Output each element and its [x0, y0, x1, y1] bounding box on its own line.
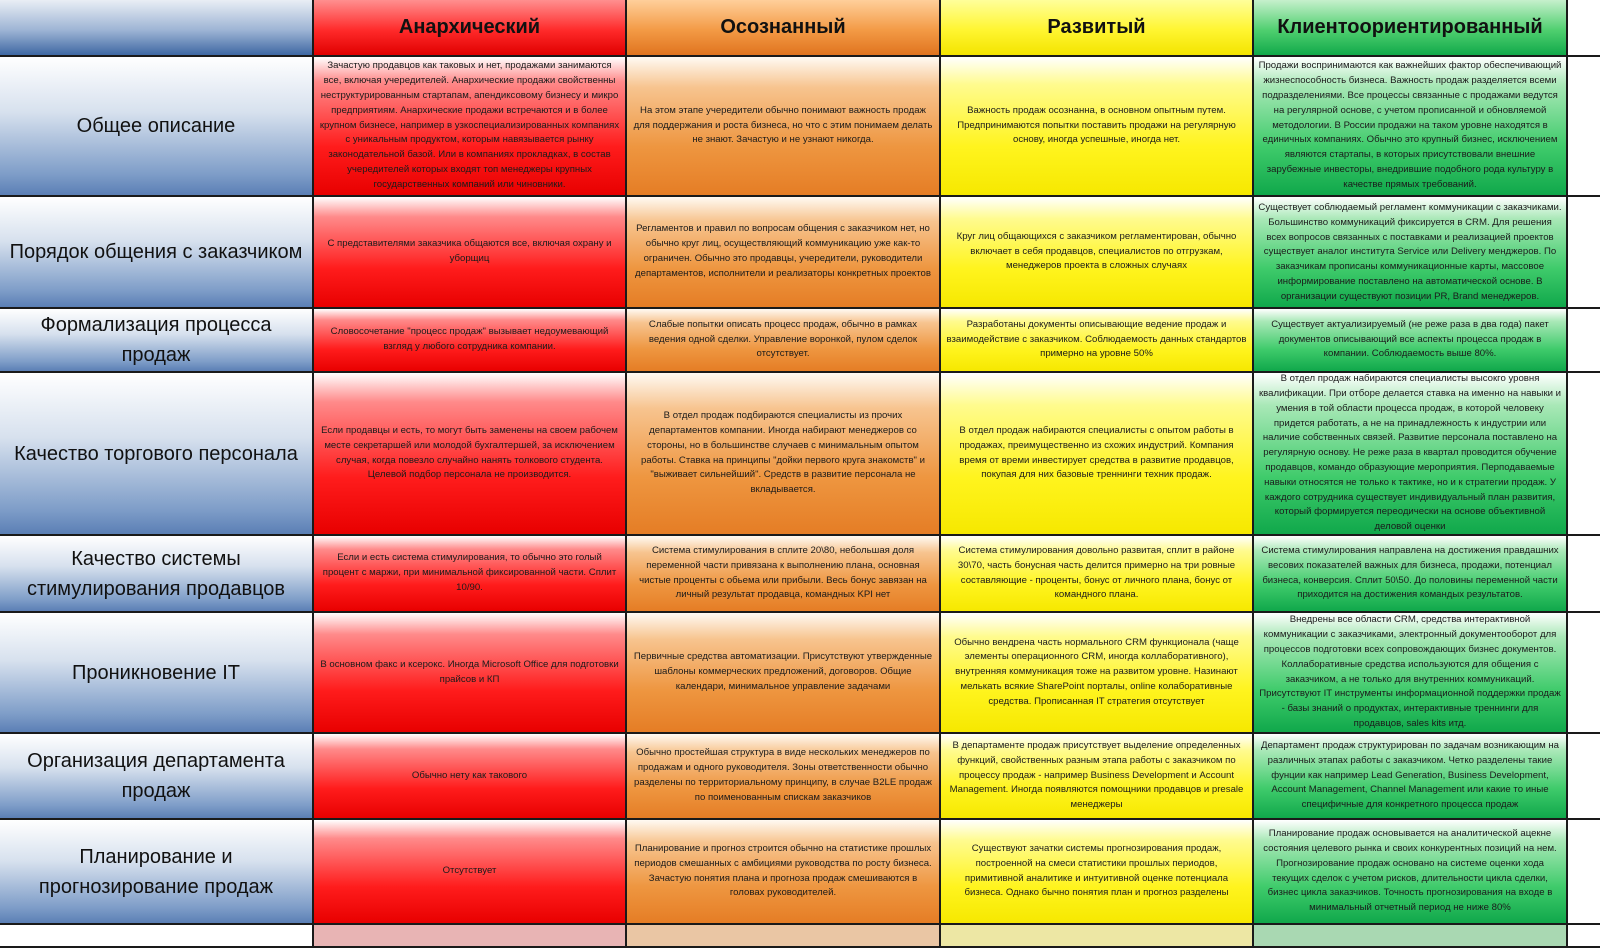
- cell-conscious: Регламентов и правил по вопросам общения с заказчиком нет, но обычно круг лиц, осуществляющий коммуникацию уже как-то ограничен. Обычно это продавцы, учередители, руководители департаментов, исполнители и реализаторы конкретных проектов: [627, 197, 941, 309]
- row-label-general-description: Общее описание: [0, 57, 314, 197]
- cell-client-oriented: Внедрены все области CRM, средства интерактивной коммуникации с заказчиками, электронный документооборот для процессов подготовки всех сопровождающих бизнес документов. Коллаборативные средства используются для общения с заказчиком, а не только для внутренних коммуникаций. Присутствуют IT инструменты информационной поддержки продаж - базы знаний о продуктах, интерактивные треннинги для продавцов, sales kits итд.: [1254, 613, 1568, 734]
- bottom-margin: [627, 925, 941, 948]
- cell-developed: В департаменте продаж присутствует выделение определенных функций, свойственных разным этапа работы с заказчиком по процессу продаж - например Business Development и Account Management. Иногда появляются помощники продавцов и presale менеджеры: [941, 734, 1254, 820]
- cell-conscious: Планирование и прогноз строится обычно на статистике прошлых периодов смешанных с амбициями руководства по росту бизнеса. Зачастую понятия плана и прогноза продаж смешиваются в головах руководителей.: [627, 820, 941, 925]
- row-label-department-organization: Организация департамента продаж: [0, 734, 314, 820]
- cell-anarchic: Если и есть система стимулирования, то обычно это голый процент с маржи, при минимальной фиксированной части. Сплит 10/90.: [314, 536, 627, 613]
- right-margin: [1568, 57, 1600, 197]
- bottom-margin: [314, 925, 627, 948]
- bottom-margin: [0, 925, 314, 948]
- row-label-customer-communication: Порядок общения с заказчиком: [0, 197, 314, 309]
- cell-conscious: Обычно простейшая структура в виде нескольких менеджеров по продажам и одного руководителя. Зоны ответственности обычно разделены по территориальному принципу, в случае B2LE продаж по поименованным спискам заказчиков: [627, 734, 941, 820]
- column-header-anarchic: Анархический: [314, 0, 627, 57]
- right-margin: [1568, 613, 1600, 734]
- cell-conscious: В отдел продаж подбираются специалисты из прочих департаментов компании. Иногда набирают менеджеров со стороны, но в большинстве случаев с минимальным опытом работы. Ставка на принципы "дойки первого круга знакомств" и "выживает сильнейший". Средств в развитие персонала не вкладывается.: [627, 373, 941, 536]
- column-header-conscious: Осознанный: [627, 0, 941, 57]
- cell-anarchic: Зачастую продавцов как таковых и нет, продажами занимаются все, включая учередителей. Анархические продажи свойственны неструктурированным стартапам, апендиксовому бизнесу и микро предприятиям. Анархические продажи встречаются и в более крупном бизнесе, например в узкоспециализированных компаниях с уникальным продуктом, которым навязывается рынку законодательной базой. Или в компаниях прокладках, в состав учередителей которых входят топ менеджеры крупных государственных компаний или чиновники.: [314, 57, 627, 197]
- row-label-planning-forecasting: Планирование и прогнозирование продаж: [0, 820, 314, 925]
- cell-client-oriented: В отдел продаж набираются специалисты высокго уровня квалификации. При отборе делается ставка на именно на навыки и умения в той области процесса продаж, в которой человеку придется работать, а не на принадлежность к индустрии или наличие собственных связей. Развитие персонала поставлено на регулярную основу. Не реже раза в квартал проводится обучение продавцов, командо образующие мероприятия. Перподаваемые навыки относятся не только к тактике, но и к стратегии продаж. У каждого сотрудника существует индивидуальный план развития, который формируется переодически на основе объективной деловой оценки: [1254, 373, 1568, 536]
- cell-client-oriented: Система стимулирования направлена на достижения правдашних весових показателей важных для бизнеса, продажи, потенциал бизнеса, конверсия. Сплит 50\50. До половины переменной части приходится на достижения командых результатов.: [1254, 536, 1568, 613]
- cell-anarchic: Обычно нету как такового: [314, 734, 627, 820]
- cell-anarchic: С представителями заказчика общаются все, включая охрану и уборщиц: [314, 197, 627, 309]
- row-label-process-formalization: Формализация процесса продаж: [0, 309, 314, 373]
- cell-anarchic: В основном факс и ксерокс. Иногда Microsoft Office для подготовки прайсов и КП: [314, 613, 627, 734]
- corner-cell: [0, 0, 314, 57]
- cell-developed: В отдел продаж набираются специалисты с опытом работы в продажах, преимущественно из схожих индустрий. Компания время от времи инвестирует средства в развитие продавцов, покупая для них базовые треннинги техник продаж.: [941, 373, 1254, 536]
- right-margin: [1568, 373, 1600, 536]
- bottom-margin: [1254, 925, 1568, 948]
- row-label-incentive-system: Качество системы стимулирования продавцов: [0, 536, 314, 613]
- cell-anarchic: Если продавцы и есть, то могут быть заменены на своем рабочем месте секретаршей или молодой бухгалтершей, за исключением случая, когда повезло случайно нанять толкового студента. Целевой подбор персонала не производится.: [314, 373, 627, 536]
- column-header-client-oriented: Клиентоориентированный: [1254, 0, 1568, 57]
- cell-developed: Обычно вендрена часть нормального CRM функционала (чаще элементы операционного CRM, иногда коллаборативного), внутренняя коммуникация тоже на развитом уровне. Назинают мелькать всякие SharePoint порталы, online колаборативные средства. Прописанная IT стратегия отсутствует: [941, 613, 1254, 734]
- right-margin: [1568, 734, 1600, 820]
- cell-client-oriented: Существует соблюдаемый регламент коммуникации с заказчиками. Большинство коммуникаций фиксируется в CRM. Для решения всех вопросов связанных с поставками и реализацией проектов существует аналог института Service или Delivery менджеров. По заказчикам прописаны коммуникационные карты, массовое информирование поставлено на автоматической основе. В организации существуют позиции PR, Brand менеджеров.: [1254, 197, 1568, 309]
- right-margin: [1568, 197, 1600, 309]
- cell-developed: Существуют зачатки системы прогнозирования продаж, построенной на смеси статистики прошлых периодов, примитивной аналитике и интуитивной оценке потенциала бизнеса. Однако бычно понятия план и прогноз разделены: [941, 820, 1254, 925]
- cell-client-oriented: Планирование продаж основывается на аналитической ацекне состояния целевого рынка и своих конкурентных позиций на нем. Прогнозирование продаж основано на системе оценки хода текущих сделок с учетом рисков, длительности цикла сделки, бизнес цикла заказчиков. Точность прогнозирования на входе в минимальный отчетный период не ниже 80%: [1254, 820, 1568, 925]
- cell-anarchic: Отсутствует: [314, 820, 627, 925]
- row-label-it-penetration: Проникновение IT: [0, 613, 314, 734]
- cell-developed: Круг лиц общающихся с заказчиком регламентирован, обычно включает в себя продавцов, специалистов по отгрузкам, менеджеров проекта в сложных случаях: [941, 197, 1254, 309]
- right-margin: [1568, 820, 1600, 925]
- bottom-margin: [941, 925, 1254, 948]
- bottom-margin: [1568, 925, 1600, 948]
- cell-conscious: Система стимулирования в сплите 20\80, небольшая доля переменной части привязана к выполнению плана, основная чистые проценты с обьема или прибыли. Весь бонус завязан на личный результат продавца, командных KPI нет: [627, 536, 941, 613]
- cell-conscious: Первичные средства автоматизации. Присутствуют утвержденные шаблоны коммерческих предложений, договоров. Общие календари, минимальное управление задачами: [627, 613, 941, 734]
- cell-anarchic: Словосочетание "процесс продаж" вызывает недоумевающий взгляд у любого сотрудника компании.: [314, 309, 627, 373]
- right-margin: [1568, 0, 1600, 57]
- right-margin: [1568, 536, 1600, 613]
- right-margin: [1568, 309, 1600, 373]
- cell-client-oriented: Продажи воспринимаются как важнейших фактор обеспечивающий жизнеспособность бизнеса. Важность продаж разделяется всеми подразделениями. Все процессы связанные с продажами ведутся на регулярной основе, с учетом прописанной и обновляемой методологии. В России продажи на таком уровне находятся в единичных компаниях. Обычно это крупный бизнес, исключением являются стартапы, в которых присутствовали внешние зарубежные инвесторы, внедрившие подобного рода культуру в качестве прямых требований.: [1254, 57, 1568, 197]
- cell-developed: Важность продаж осознанна, в основном опытным путем. Предпринимаются попытки поставить продажи на регулярную основу, иногда успешные, иногда нет.: [941, 57, 1254, 197]
- cell-developed: Разработаны документы описывающие ведение продаж и взаимодействие с заказчиком. Соблюдаемость данных стандартов примерно на уровне 50%: [941, 309, 1254, 373]
- cell-client-oriented: Существует актуализируемый (не реже раза в два года) пакет документов описывающий все аспекты процесса продаж в компании. Соблюдаемость выше 80%.: [1254, 309, 1568, 373]
- cell-client-oriented: Департамент продаж структурирован по задачам возникающим на различных этапах работы с заказчиком. Четко разделены такие фунции как например Lead Generation, Business Development, Account Management, Channel Management или какие то иные специфичные для конкретного процесса продаж: [1254, 734, 1568, 820]
- cell-developed: Система стимулирования довольно развитая, сплит в районе 30\70, часть бонусная часть делится примерно на три ровные составляющие - проценты, бонус от личного плана, бонус от командного плана.: [941, 536, 1254, 613]
- cell-conscious: Слабые попытки описать процесс продаж, обычно в рамках ведения одной сделки. Управление воронкой, пулом сделок отсутствует.: [627, 309, 941, 373]
- column-header-developed: Развитый: [941, 0, 1254, 57]
- cell-conscious: На этом этапе учередители обычно понимают важность продаж для поддержания и роста бизнеса, но что с этим понимаем делать не знают. Зачастую и не узнают никогда.: [627, 57, 941, 197]
- row-label-sales-staff-quality: Качество торгового персонала: [0, 373, 314, 536]
